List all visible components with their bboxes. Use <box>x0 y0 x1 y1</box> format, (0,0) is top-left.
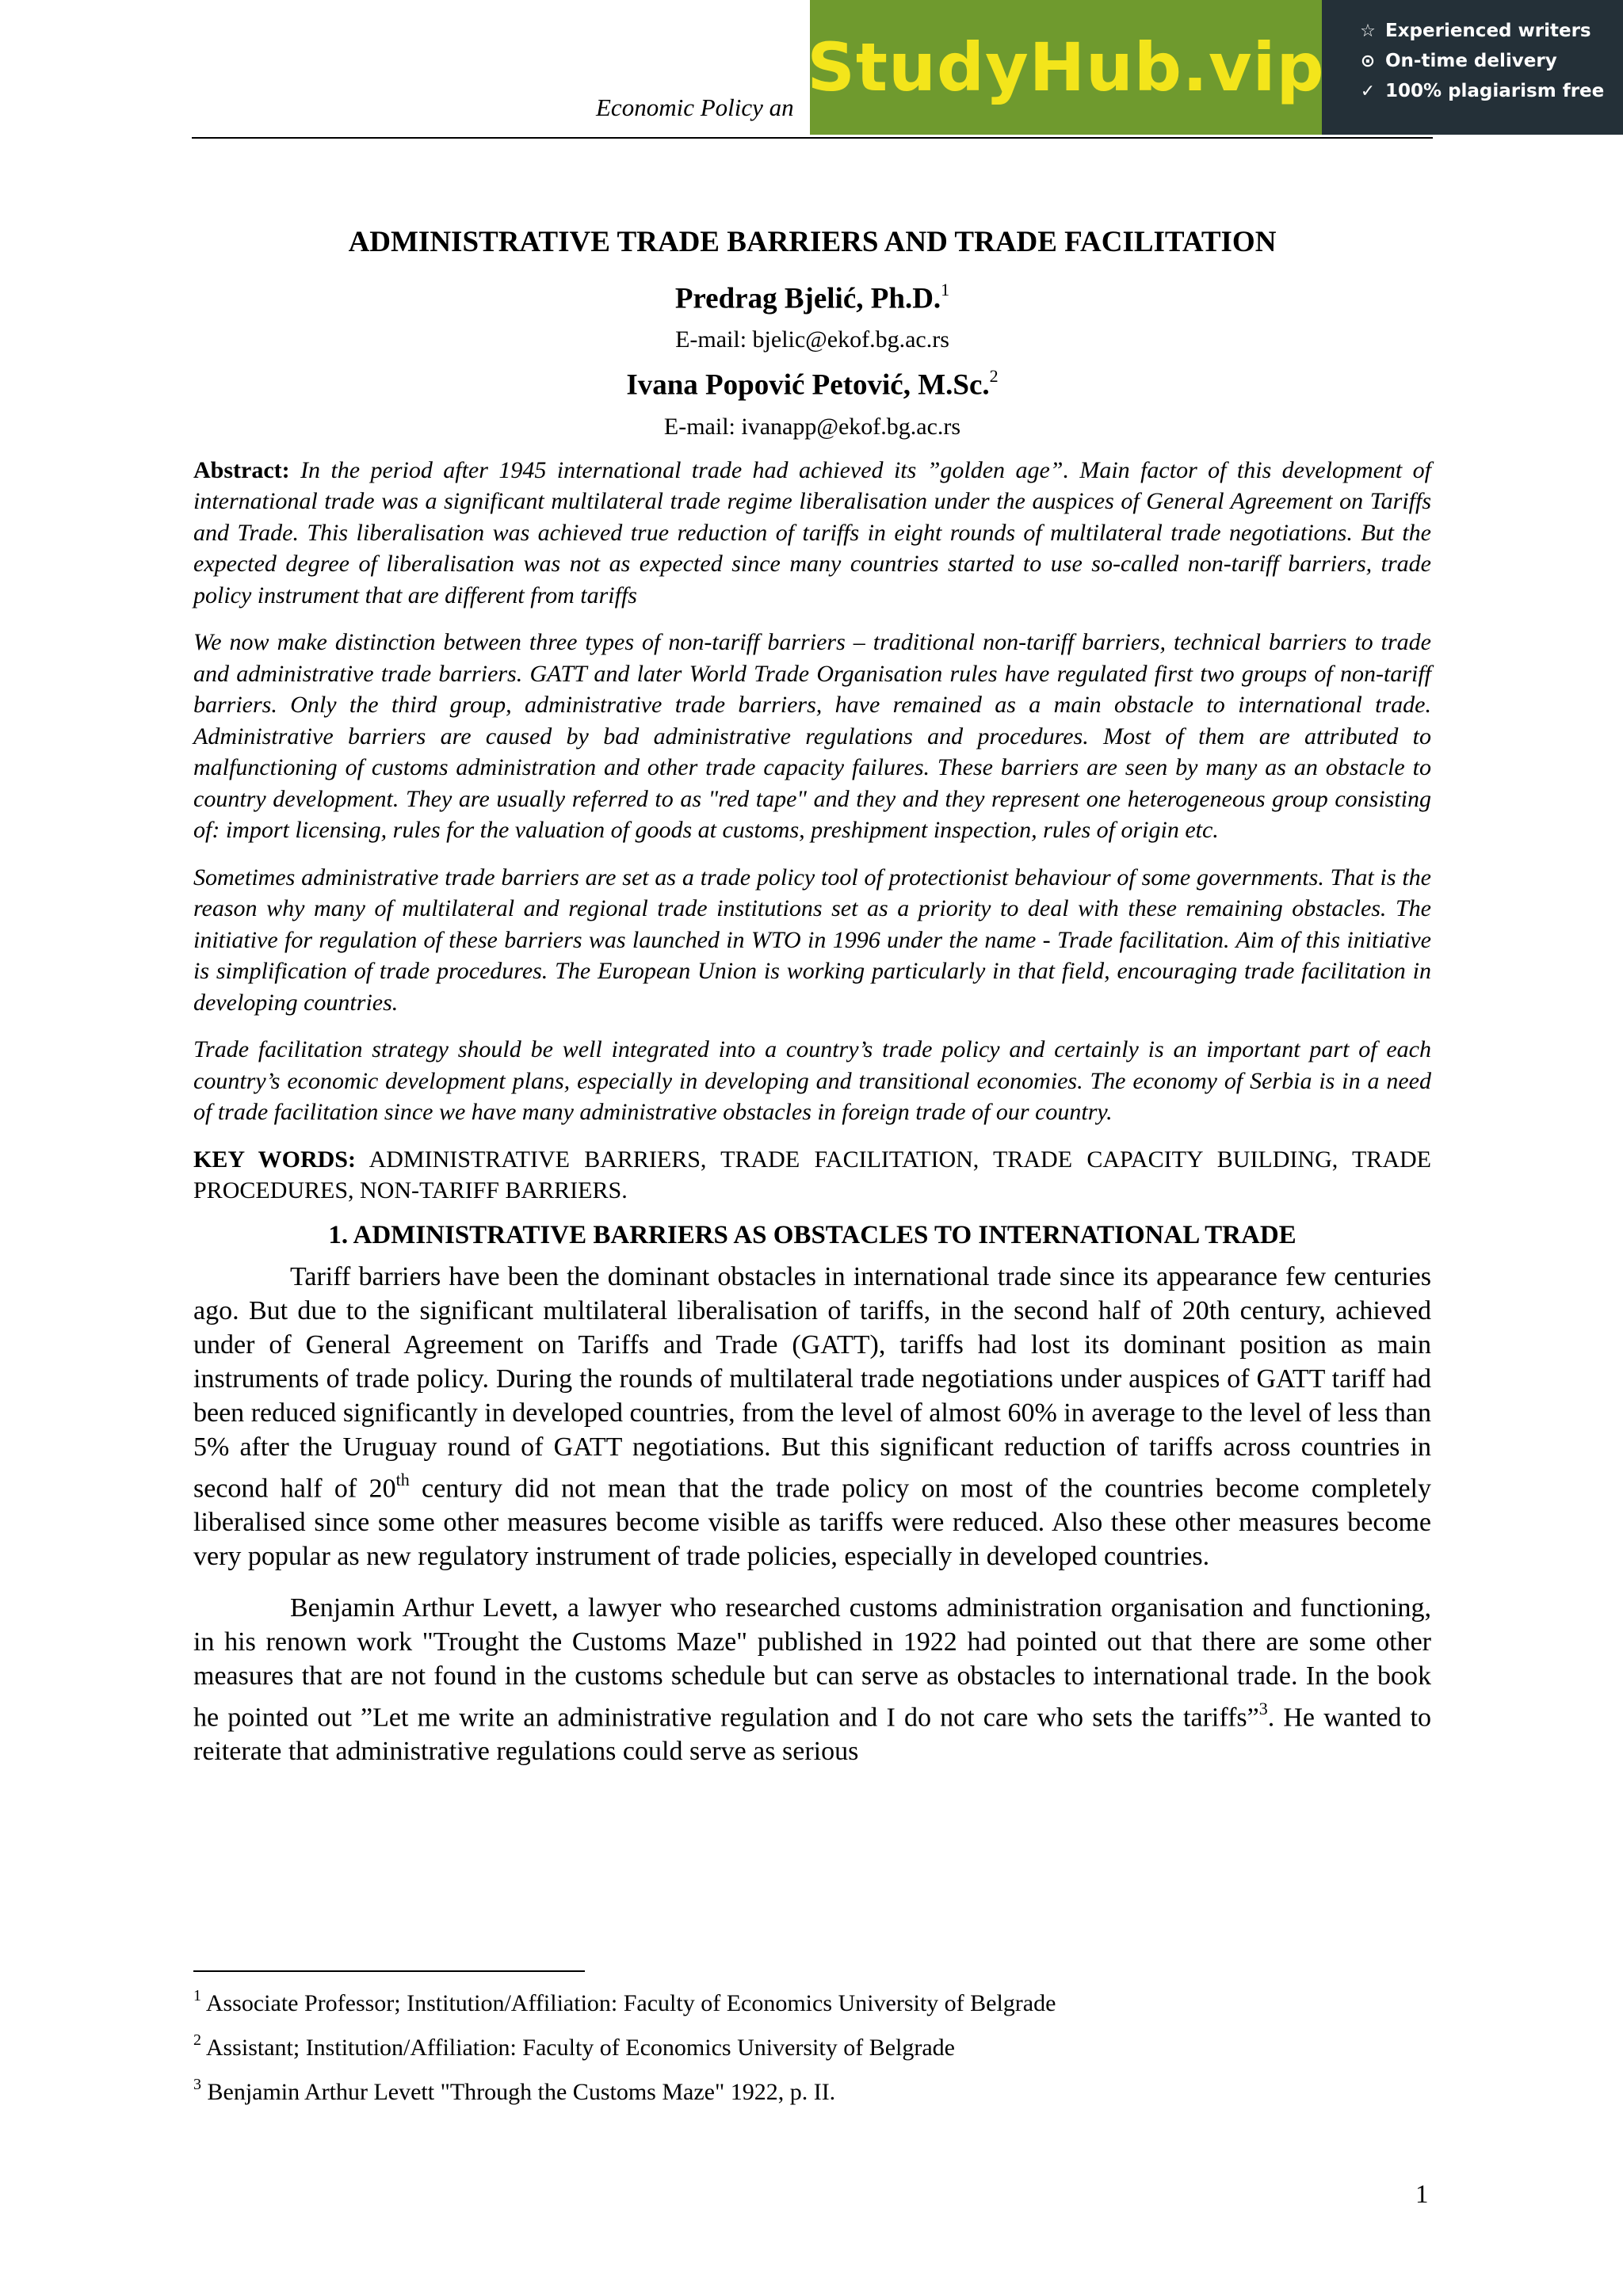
footnotes <box>193 1983 1431 2116</box>
ad-bullet-plagiarism <box>1357 81 1623 101</box>
author-name-text: Ivana Popović Petović, M.Sc. <box>626 368 990 402</box>
abstract-label: Abstract: <box>193 456 290 483</box>
ad-bullet-label: On-time delivery <box>1385 51 1557 71</box>
ad-banner[interactable] <box>807 0 1623 135</box>
body-text: . He wanted to reiterate that administrative regulations could serve as serious <box>193 1703 1431 1767</box>
ad-bullets <box>1322 0 1623 135</box>
body-paragraph <box>193 1591 1431 1768</box>
author-name <box>193 281 1431 315</box>
page-number: 1 <box>1415 2180 1429 2209</box>
author-name-text: Predrag Bjelić, Ph.D. <box>674 282 941 315</box>
footnote <box>193 2027 1431 2062</box>
footnote-number: 2 <box>193 2031 201 2049</box>
footnote-text: Benjamin Arthur Levett "Through the Customs Maze" 1922, p. II. <box>201 2079 836 2105</box>
keywords-label: KEY WORDS: <box>193 1146 356 1173</box>
footnote-text: Associate Professor; Institution/Affiliation: Faculty of Economics University of Belgrade <box>201 1990 1056 2016</box>
running-header-text: Economic Policy an <box>596 93 794 121</box>
keywords-text: ADMINISTRATIVE BARRIERS, TRADE FACILITATION, TRADE CAPACITY BUILDING, TRADE PROCEDURES, NON-TARIFF BARRIERS. <box>193 1146 1431 1204</box>
ad-bullet-writers <box>1357 21 1623 41</box>
abstract-paragraph: Trade facilitation strategy should be well integrated into a country’s trade policy and certainly is an important part of each country’s economic development plans, especially in developing and transitional economies. The economy of Serbia is in a need of trade facilitation since we have many administrative obstacles in foreign trade of our country. <box>193 1036 1431 1126</box>
body-paragraph <box>193 1260 1431 1573</box>
ad-bullet-label: Experienced writers <box>1385 21 1591 41</box>
body-text: Tariff barriers have been the dominant obstacles in international trade since its appearance few centuries ago. But due to the significant multilateral liberalisation of tariffs, in the second half of 20th century, achieved under of General Agreement on Tariffs and Trade (GATT), tariffs had lost its dominant position as main instruments of trade policy. During the rounds of multilateral trade negotiations under auspices of GATT tariff had been reduced significantly in developed countries, from the level of almost 60% in average to the level of less than 5% after the Uruguay round of GATT negotiations. But this significant reduction of tariffs across countries in second half of 20 <box>193 1261 1431 1503</box>
paper-content <box>193 225 1431 1786</box>
section-heading: 1. ADMINISTRATIVE BARRIERS AS OBSTACLES TO INTERNATIONAL TRADE <box>328 1220 1296 1249</box>
clock-icon: ⊙ <box>1360 51 1376 71</box>
footnote-rule <box>193 1970 585 1972</box>
footnote <box>193 2072 1431 2107</box>
footnote-text: Assistant; Institution/Affiliation: Faculty of Economics University of Belgrade <box>201 2035 955 2061</box>
abstract-paragraph: Sometimes administrative trade barriers are set as a trade policy tool of protectionist behaviour of some governments. That is the reason why many of multilateral and regional trade institutions set as a priority to deal with these remaining obstacles. The initiative for regulation of these barriers was launched in WTO in 1996 under the name - Trade facilitation. Aim of this initiative is simplification of trade procedures. The European Union is working particularly in that field, encouraging trade facilitation in developing countries. <box>193 864 1431 1016</box>
footnote-number: 1 <box>193 1987 201 2004</box>
body-text: Benjamin Arthur Levett, a lawyer who researched customs administration organisation and functioning, in his renown work "Trought the Customs Maze" published in 1922 had pointed out that there are some other measures that are not found in the customs schedule but can serve as obstacles to international trade. In the book he pointed out ”Let me write an administrative regulation and I do not care who sets the tariffs” <box>193 1592 1431 1733</box>
abstract-paragraph: We now make distinction between three types of non-tariff barriers – traditional non-tariff barriers, technical barriers to trade and administrative trade barriers. GATT and later World Trade Organisation rules have regulated first two groups of non-tariff barriers. Only the third group, administrative trade barriers, have remained as a main obstacle to international trade. Administrative barriers are caused by bad administrative regulations and procedures. Most of them are attributed to malfunctioning of customs administration and other trade capacity failures. These barriers are seen by many as an obstacle to country development. They are usually referred to as "red tape" and they and they represent one heterogeneous group consisting of: import licensing, rules for the valuation of goods at customs, preshipment inspection, rules of origin etc. <box>193 629 1431 844</box>
footnote-ref[interactable]: 1 <box>941 280 950 299</box>
ad-logo-block[interactable] <box>807 0 1325 135</box>
ad-bullet-delivery <box>1357 51 1623 71</box>
ad-bullet-label: 100% plagiarism free <box>1385 81 1605 101</box>
header-rule <box>192 137 1433 139</box>
body-text: century did not mean that the trade policy on most of the countries become completely liberalised since some other measures become visible as tariffs were reduced. Also these other measures become very popular as new regulatory instrument of trade policies, especially in developed countries. <box>193 1473 1431 1571</box>
keywords <box>193 1144 1431 1207</box>
footnote <box>193 1983 1431 2018</box>
studyhub-logo[interactable]: StudyHub.vip <box>807 29 1325 106</box>
footnote-number: 3 <box>193 2076 201 2093</box>
check-document-icon: ✓ <box>1360 81 1376 101</box>
superscript: th <box>395 1469 410 1489</box>
footnote-ref[interactable]: 3 <box>1258 1698 1268 1718</box>
author-email: E-mail: ivanapp@ekof.bg.ac.rs <box>663 413 961 440</box>
footnote-ref[interactable]: 2 <box>989 366 999 387</box>
abstract-text: In the period after 1945 international trade had achieved its ”golden age”. Main factor of this development of international trade was a significant multilateral trade regime liberalisation under the auspices of General Agreement on Tariffs and Trade. This liberalisation was achieved true reduction of tariffs in eight rounds of multilateral trade negotiations. But the expected degree of liberalisation was not as expected since many countries started to use so-called non-tariff barriers, trade policy instrument that are different from tariffs <box>193 456 1432 608</box>
paper-title: ADMINISTRATIVE TRADE BARRIERS AND TRADE FACILITATION <box>348 226 1277 258</box>
author-email: E-mail: bjelic@ekof.bg.ac.rs <box>675 326 949 353</box>
author-name <box>193 368 1431 402</box>
star-outline-icon: ☆ <box>1360 21 1376 41</box>
abstract-paragraph <box>193 455 1431 612</box>
